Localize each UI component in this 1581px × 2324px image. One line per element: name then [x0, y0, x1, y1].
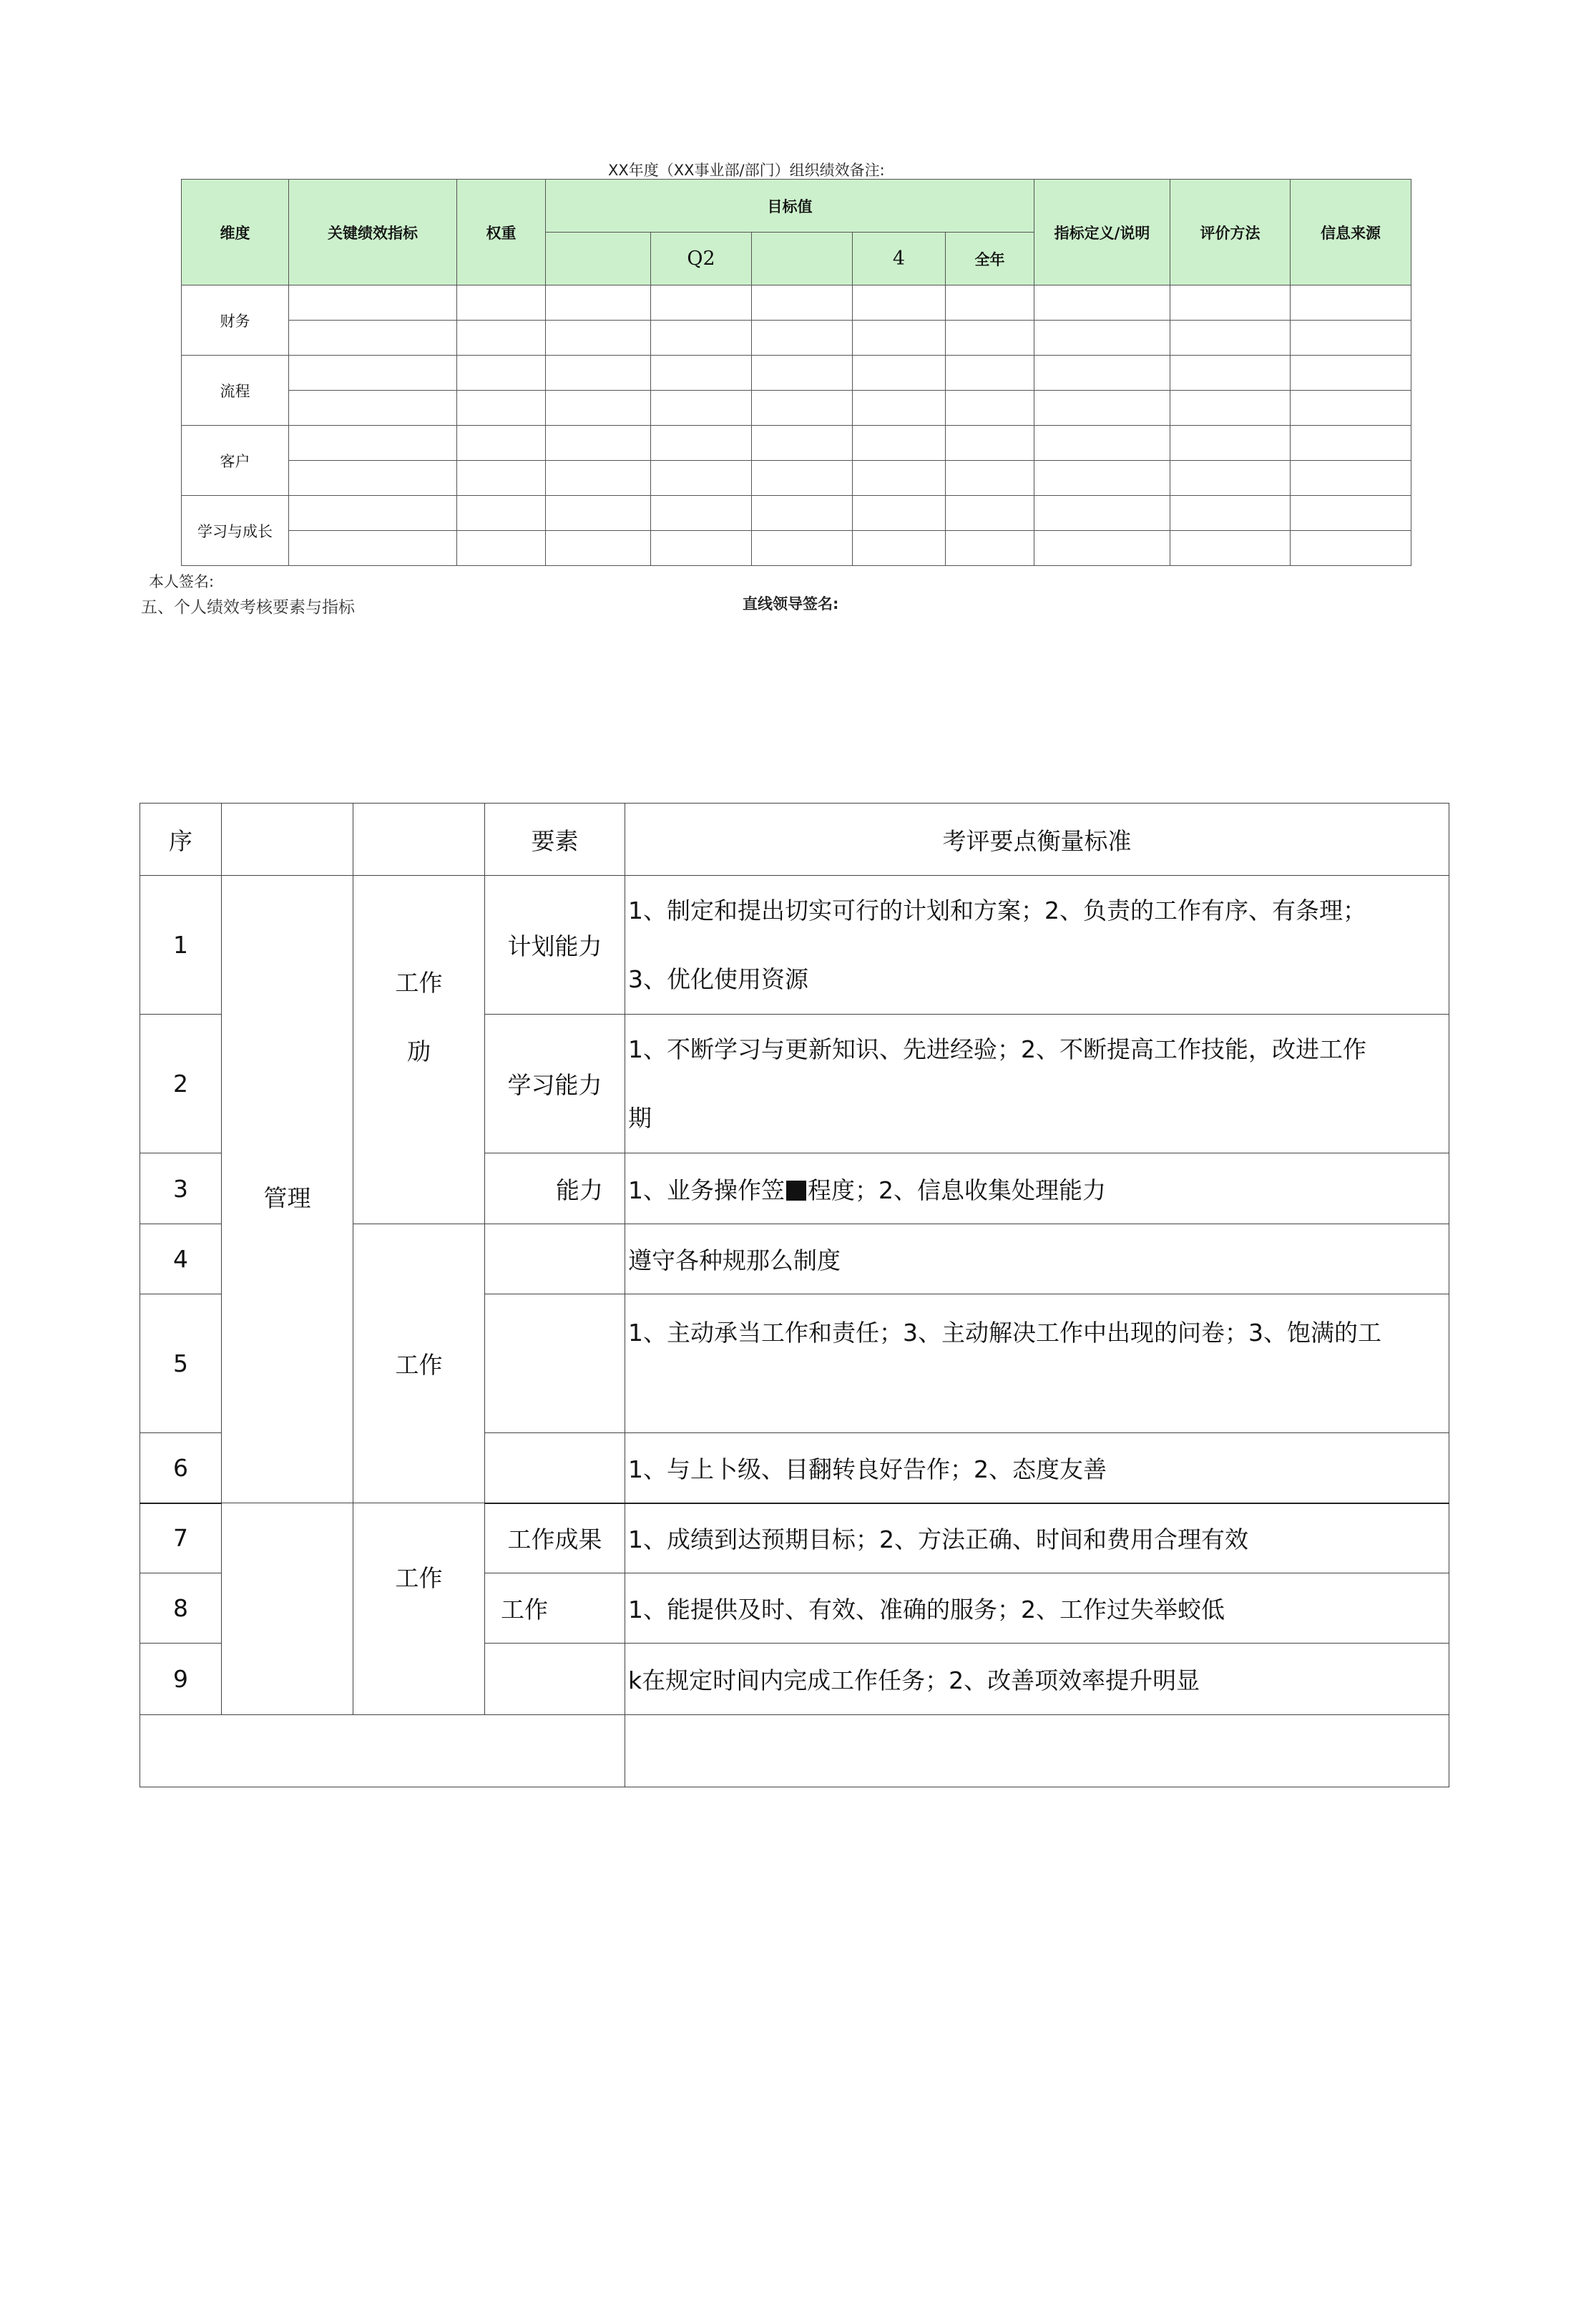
row-no: 1	[140, 876, 222, 1015]
row-element	[485, 1224, 625, 1294]
row-element	[485, 1294, 625, 1433]
table-cell	[289, 285, 457, 321]
table-cell	[289, 321, 457, 356]
sub-a-line1: 工作	[395, 969, 443, 997]
header-blank-2	[353, 804, 485, 876]
category-management: 管理	[222, 876, 353, 1503]
row-element	[485, 1433, 625, 1503]
header-q3	[752, 233, 853, 285]
row-no: 2	[140, 1015, 222, 1153]
black-square-glyph	[786, 1181, 806, 1201]
table-cell	[289, 496, 457, 531]
table-cell	[289, 426, 457, 461]
header-weight: 权重	[457, 180, 546, 285]
row-criteria: 遵守各种规那么制度	[625, 1224, 1449, 1294]
header-q2: Q2	[651, 233, 752, 285]
org-performance-table	[181, 179, 1411, 566]
header-definition: 指标定义/说明	[1034, 180, 1170, 285]
table-cell	[289, 461, 457, 496]
leader-signature-label: 直线领导签名:	[743, 595, 839, 612]
sub-category-b: 工作	[353, 1224, 485, 1503]
header-kpi: 关键绩效指标	[289, 180, 457, 285]
row-element	[485, 1644, 625, 1715]
header-target: 目标值	[546, 180, 1034, 233]
row-criteria: 1、成绩到达预期目标；2、方法正确、时间和费用合理有效	[625, 1503, 1449, 1573]
table-cell	[289, 531, 457, 566]
row-criteria	[625, 1153, 1449, 1224]
header-dimension: 维度	[182, 180, 289, 285]
row-no: 6	[140, 1433, 222, 1503]
row-no: 8	[140, 1573, 222, 1644]
row-element: 工作	[485, 1573, 625, 1644]
footer-blank-left	[140, 1715, 625, 1787]
personal-performance-table	[140, 803, 1449, 1787]
dimension-customer: 客户	[182, 426, 289, 496]
header-full-year: 全年	[946, 233, 1034, 285]
criteria-line: 1、制定和提出切实可行的计划和方案；2、负责的工作有序、有条理；	[628, 896, 1366, 924]
footer-blank-right	[625, 1715, 1449, 1787]
row-element: 学习能力	[485, 1015, 625, 1153]
row-element: 能力	[485, 1153, 625, 1224]
org-performance-title: XX年度（XX事业部/部门）组织绩效备注:	[608, 162, 885, 179]
table-cell	[289, 391, 457, 426]
row-criteria	[625, 1015, 1449, 1153]
sub-a-line2: 劢	[407, 1038, 431, 1065]
row-element: 计划能力	[485, 876, 625, 1015]
criteria-line: 期	[628, 1103, 652, 1132]
header-no: 序	[140, 804, 222, 876]
criteria-line: 1、不断学习与更新知识、先进经验；2、不断提高工作技能，改进工作	[628, 1035, 1366, 1063]
criteria-text: 程度；2、信息收集处理能力	[808, 1176, 1106, 1204]
criteria-text: 1、业务操作笠	[628, 1176, 785, 1204]
row-no: 4	[140, 1224, 222, 1294]
row-no: 3	[140, 1153, 222, 1224]
criteria-line: 3、优化使用资源	[628, 965, 808, 993]
section-title: 五、个人绩效考核要素与指标	[141, 598, 355, 617]
row-no: 5	[140, 1294, 222, 1433]
header-q1	[546, 233, 651, 285]
header-q4: 4	[853, 233, 946, 285]
header-blank-1	[222, 804, 353, 876]
self-signature-label: 本人签名:	[149, 573, 215, 590]
category-blank	[222, 1503, 353, 1715]
row-criteria: k在规定时间内完成工作任务；2、改善项效率提升明显	[625, 1644, 1449, 1715]
dimension-process: 流程	[182, 356, 289, 426]
table-cell	[289, 356, 457, 391]
dimension-finance: 财务	[182, 285, 289, 356]
row-element: 工作成果	[485, 1503, 625, 1573]
header-source: 信息来源	[1291, 180, 1411, 285]
row-criteria: 1、能提供及时、有效、准确的服务；2、工作过失举蛟低	[625, 1573, 1449, 1644]
header-criteria: 考评要点衡量标准	[625, 804, 1449, 876]
row-criteria	[625, 876, 1449, 1015]
sub-category-c: 工作	[353, 1503, 485, 1715]
header-element: 要素	[485, 804, 625, 876]
row-no: 7	[140, 1503, 222, 1573]
row-no: 9	[140, 1644, 222, 1715]
dimension-learning-growth: 学习与成长	[182, 496, 289, 566]
header-method: 评价方法	[1170, 180, 1291, 285]
row-criteria: 1、与上卜级、目翻转良好告作；2、态度友善	[625, 1433, 1449, 1503]
sub-category-a	[353, 876, 485, 1224]
row-criteria: 1、主动承当工作和责任；3、主动解决工作中出现的问卷；3、饱满的工	[625, 1294, 1449, 1433]
